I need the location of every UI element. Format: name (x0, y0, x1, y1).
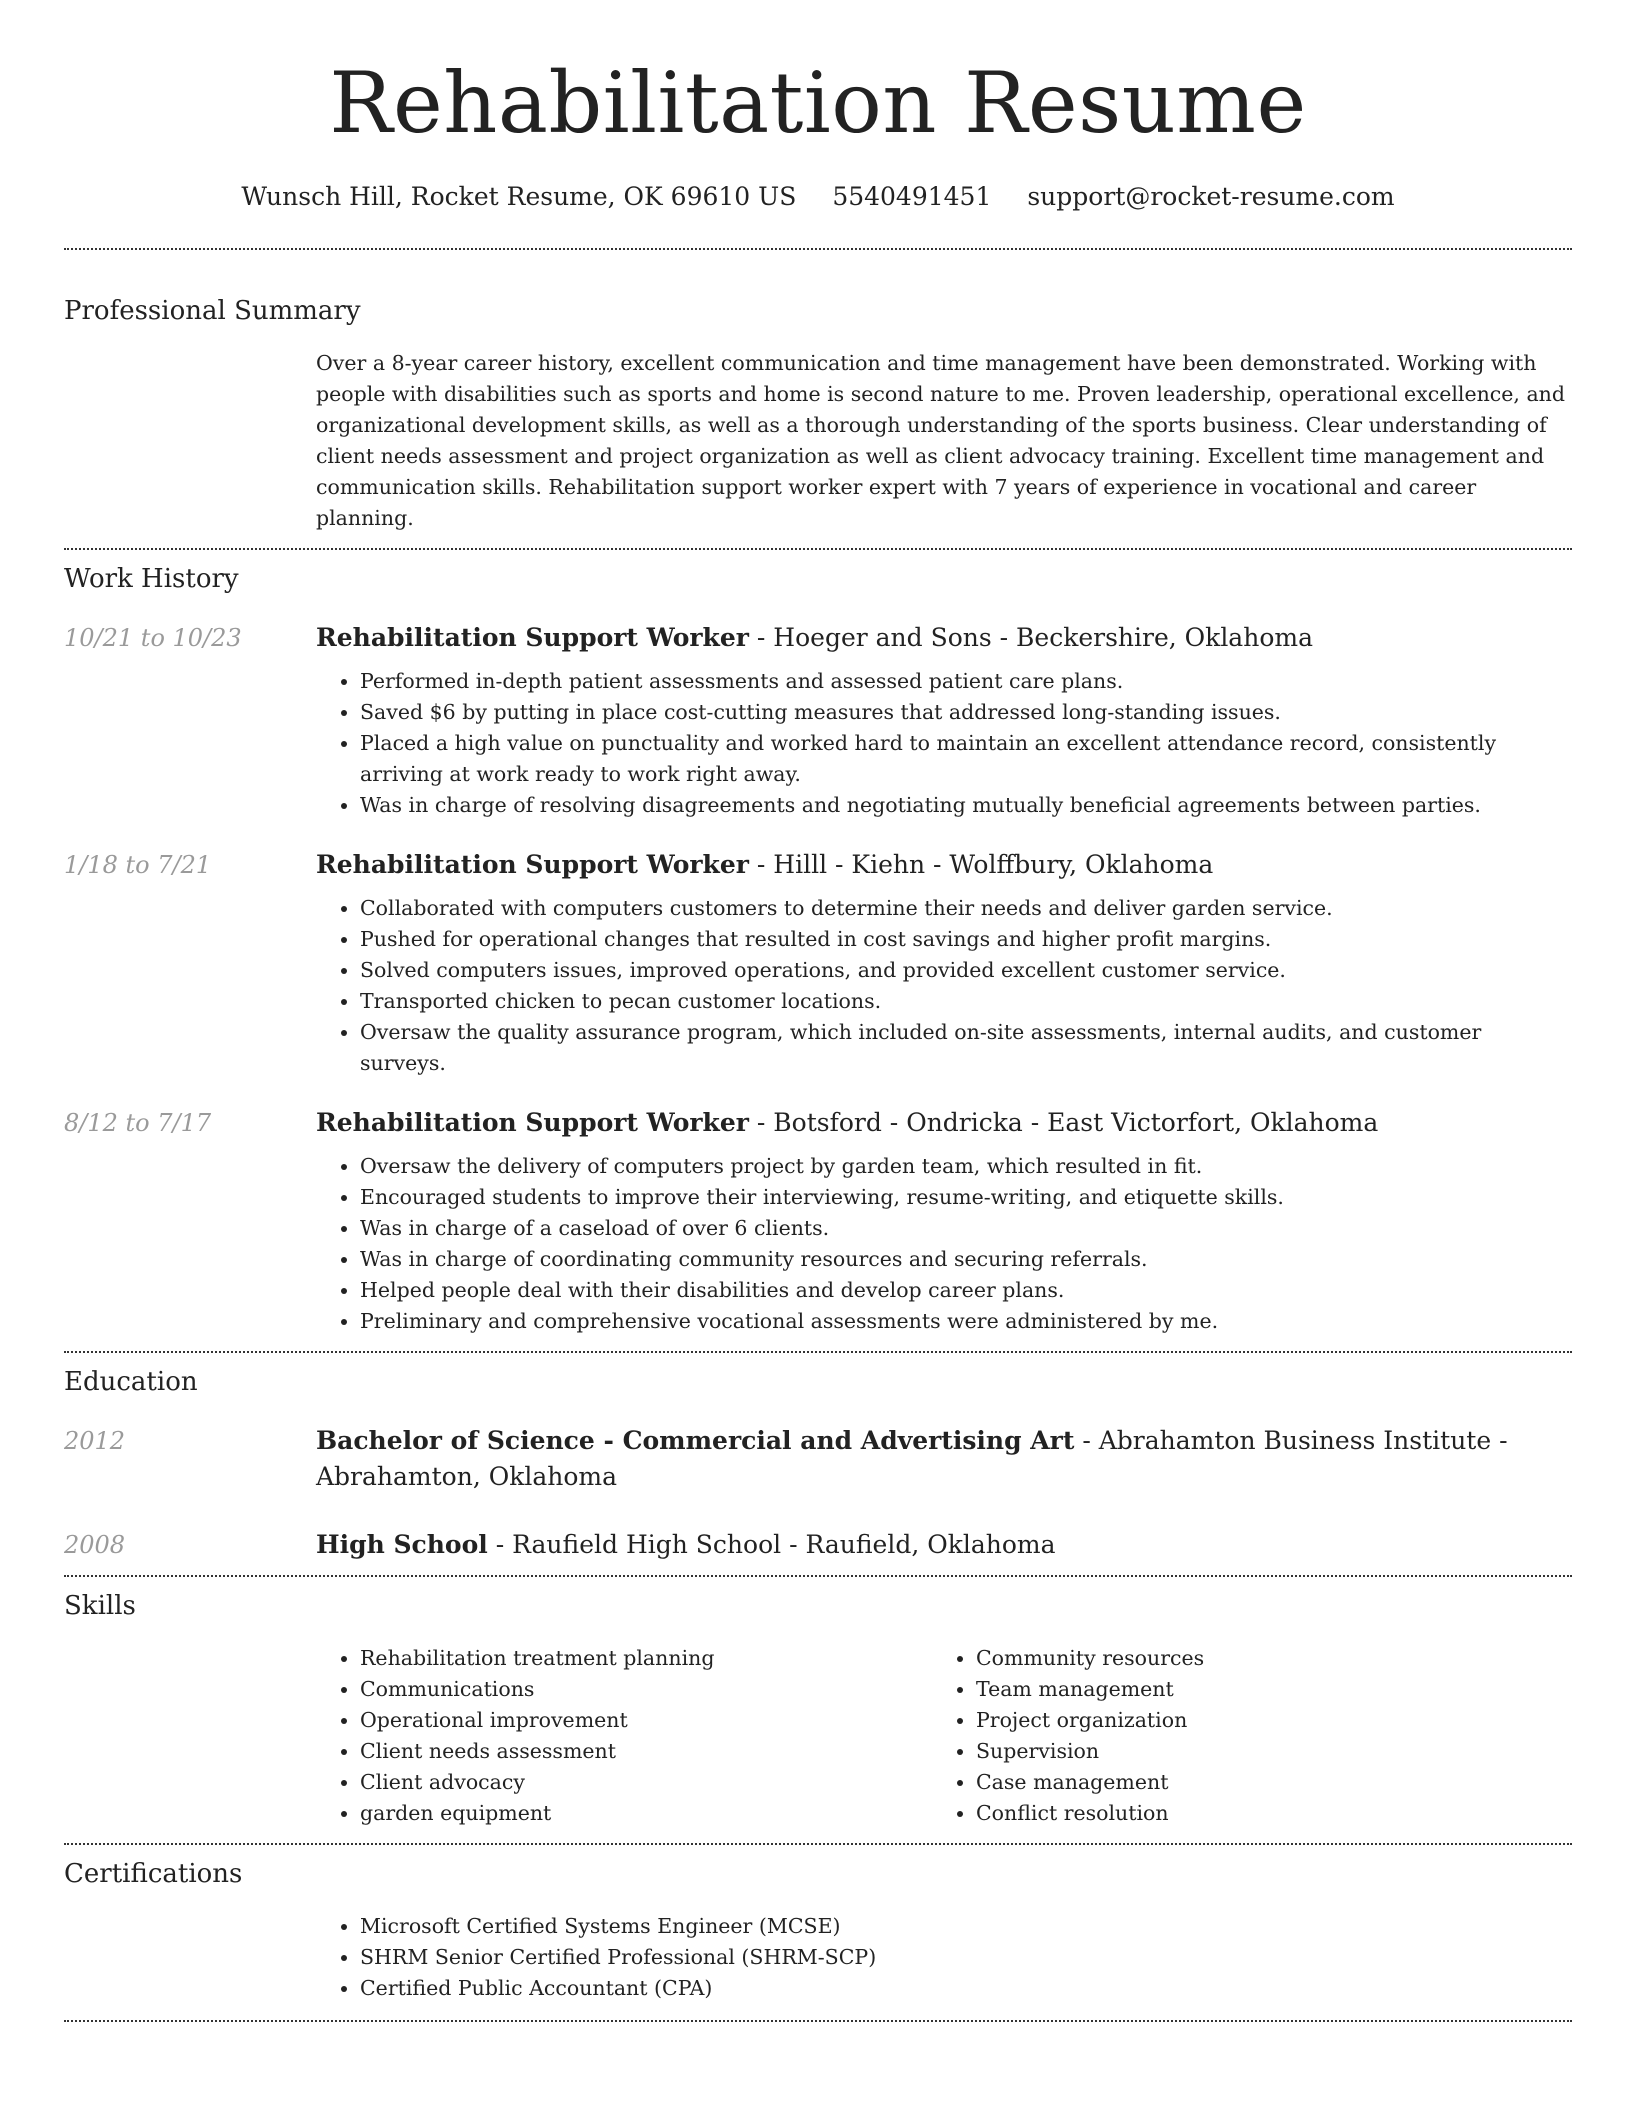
job-heading (316, 847, 1572, 883)
education-year: 2008 (64, 1531, 126, 1559)
contact-phone: 5540491451 (832, 182, 992, 211)
certifications-list (316, 1911, 1360, 2004)
list-item: • Client advocacy (360, 1767, 932, 1798)
certifications-list-wrap (316, 1911, 1572, 2004)
job-entry (64, 620, 1572, 821)
skills-list-left (316, 1643, 932, 1829)
education-year: 2012 (64, 1427, 126, 1455)
list-item: • Operational improvement (360, 1705, 932, 1736)
divider (64, 2020, 1572, 2022)
contact-line (64, 180, 1572, 214)
job-dates: 8/12 to 7/17 (64, 1109, 212, 1137)
job-dates: 10/21 to 10/23 (64, 624, 242, 652)
skills-grid (316, 1643, 1572, 1829)
education-degree: Bachelor of Science - Commercial and Advertising Art (316, 1426, 1075, 1455)
job-bullets (316, 893, 1572, 1079)
job-body (316, 1105, 1378, 1337)
divider (64, 548, 1572, 550)
contact-email: support@rocket-resume.com (1027, 182, 1395, 211)
job-employer: - Hoeger and Sons - Beckershire, Oklahoma (748, 623, 1313, 652)
list-item: • Was in charge of resolving disagreements and negotiating mutually beneficial agreements between parties. (360, 790, 1572, 821)
job-body (316, 620, 1572, 821)
job-bullets (316, 666, 1572, 821)
list-item: • Certified Public Accountant (CPA) (360, 1973, 1360, 2004)
job-body (316, 847, 1572, 1079)
list-item: • Pushed for operational changes that resulted in cost savings and higher profit margins. (360, 924, 1572, 955)
education-degree: High School (316, 1530, 488, 1559)
job-employer: - Hilll - Kiehn - Wolffbury, Oklahoma (748, 850, 1214, 879)
job-heading (316, 1105, 1378, 1141)
divider (64, 1843, 1572, 1845)
list-item: • Placed a high value on punctuality and worked hard to maintain an excellent attendance record, consistently arriving at work ready to work right away. (360, 728, 1572, 790)
list-item: • Was in charge of coordinating community resources and securing referrals. (360, 1244, 1378, 1275)
job-dates: 1/18 to 7/21 (64, 851, 212, 879)
list-item: • Preliminary and comprehensive vocational assessments were administered by me. (360, 1306, 1378, 1337)
summary-text: Over a 8-year career history, excellent communication and time management have been demonstrated. Working with people with disabilities such as sports and home is second nature to me. Proven leadership, operational excellence, and organizational development skills, as well as a thorough understanding of the sports business. Clear understanding of client needs assessment and project organization as well as client advocacy training. Excellent time management and communication skills. Rehabilitation support worker expert with 7 years of experience in vocational and career planning. (316, 351, 1565, 530)
list-item: • Encouraged students to improve their interviewing, resume-writing, and etiquette skills. (360, 1182, 1378, 1213)
list-item: • Helped people deal with their disabilities and develop career plans. (360, 1275, 1378, 1306)
divider (64, 1575, 1572, 1577)
job-heading (316, 620, 1572, 656)
education-school: - Raufield High School - Raufield, Oklahoma (487, 1530, 1056, 1559)
education-heading (316, 1423, 1572, 1495)
job-title: Rehabilitation Support Worker (316, 623, 749, 652)
job-title: Rehabilitation Support Worker (316, 850, 749, 879)
education-heading (316, 1527, 1056, 1563)
section-title-certifications: Certifications (64, 1859, 243, 1889)
list-item: • Project organization (976, 1705, 1548, 1736)
education-entry (64, 1527, 1572, 1563)
contact-address: Wunsch Hill, Rocket Resume, OK 69610 US (241, 182, 797, 211)
list-item: • Was in charge of a caseload of over 6 clients. (360, 1213, 1378, 1244)
section-title-work: Work History (64, 564, 239, 594)
list-item: • Conflict resolution (976, 1798, 1548, 1829)
list-item: • Case management (976, 1767, 1548, 1798)
education-school: - Abrahamton Business Institute - Abrahamton, Oklahoma (316, 1426, 1508, 1491)
divider (64, 248, 1572, 250)
job-title: Rehabilitation Support Worker (316, 1108, 749, 1137)
skills-list-right (932, 1643, 1548, 1829)
list-item: • Oversaw the delivery of computers project by garden team, which resulted in fit. (360, 1151, 1378, 1182)
list-item: • Oversaw the quality assurance program, which included on-site assessments, internal audits, and customer surveys. (360, 1017, 1572, 1079)
section-title-education: Education (64, 1367, 198, 1397)
list-item: • Community resources (976, 1643, 1548, 1674)
list-item: • Rehabilitation treatment planning (360, 1643, 932, 1674)
section-title-skills: Skills (64, 1591, 136, 1621)
list-item: • Supervision (976, 1736, 1548, 1767)
job-employer: - Botsford - Ondricka - East Victorfort, Oklahoma (748, 1108, 1379, 1137)
list-item: • Microsoft Certified Systems Engineer (MCSE) (360, 1911, 1360, 1942)
list-item: • Performed in-depth patient assessments and assessed patient care plans. (360, 666, 1572, 697)
divider (64, 1351, 1572, 1353)
list-item: • Solved computers issues, improved operations, and provided excellent customer service. (360, 955, 1572, 986)
list-item: • SHRM Senior Certified Professional (SHRM-SCP) (360, 1942, 1360, 1973)
job-entry (64, 1105, 1572, 1337)
list-item: • Transported chicken to pecan customer locations. (360, 986, 1572, 1017)
resume-name: Rehabilitation Resume (329, 54, 1307, 152)
resume-page (64, 0, 1572, 2022)
list-item: • Client needs assessment (360, 1736, 932, 1767)
list-item: • Saved $6 by putting in place cost-cutting measures that addressed long-standing issues. (360, 697, 1572, 728)
list-item: • Communications (360, 1674, 932, 1705)
section-title-summary: Professional Summary (64, 296, 361, 326)
job-bullets (316, 1151, 1378, 1337)
job-entry (64, 847, 1572, 1079)
list-item: • garden equipment (360, 1798, 932, 1829)
education-entry (64, 1423, 1572, 1495)
list-item: • Team management (976, 1674, 1548, 1705)
list-item: • Collaborated with computers customers to determine their needs and deliver garden service. (360, 893, 1572, 924)
